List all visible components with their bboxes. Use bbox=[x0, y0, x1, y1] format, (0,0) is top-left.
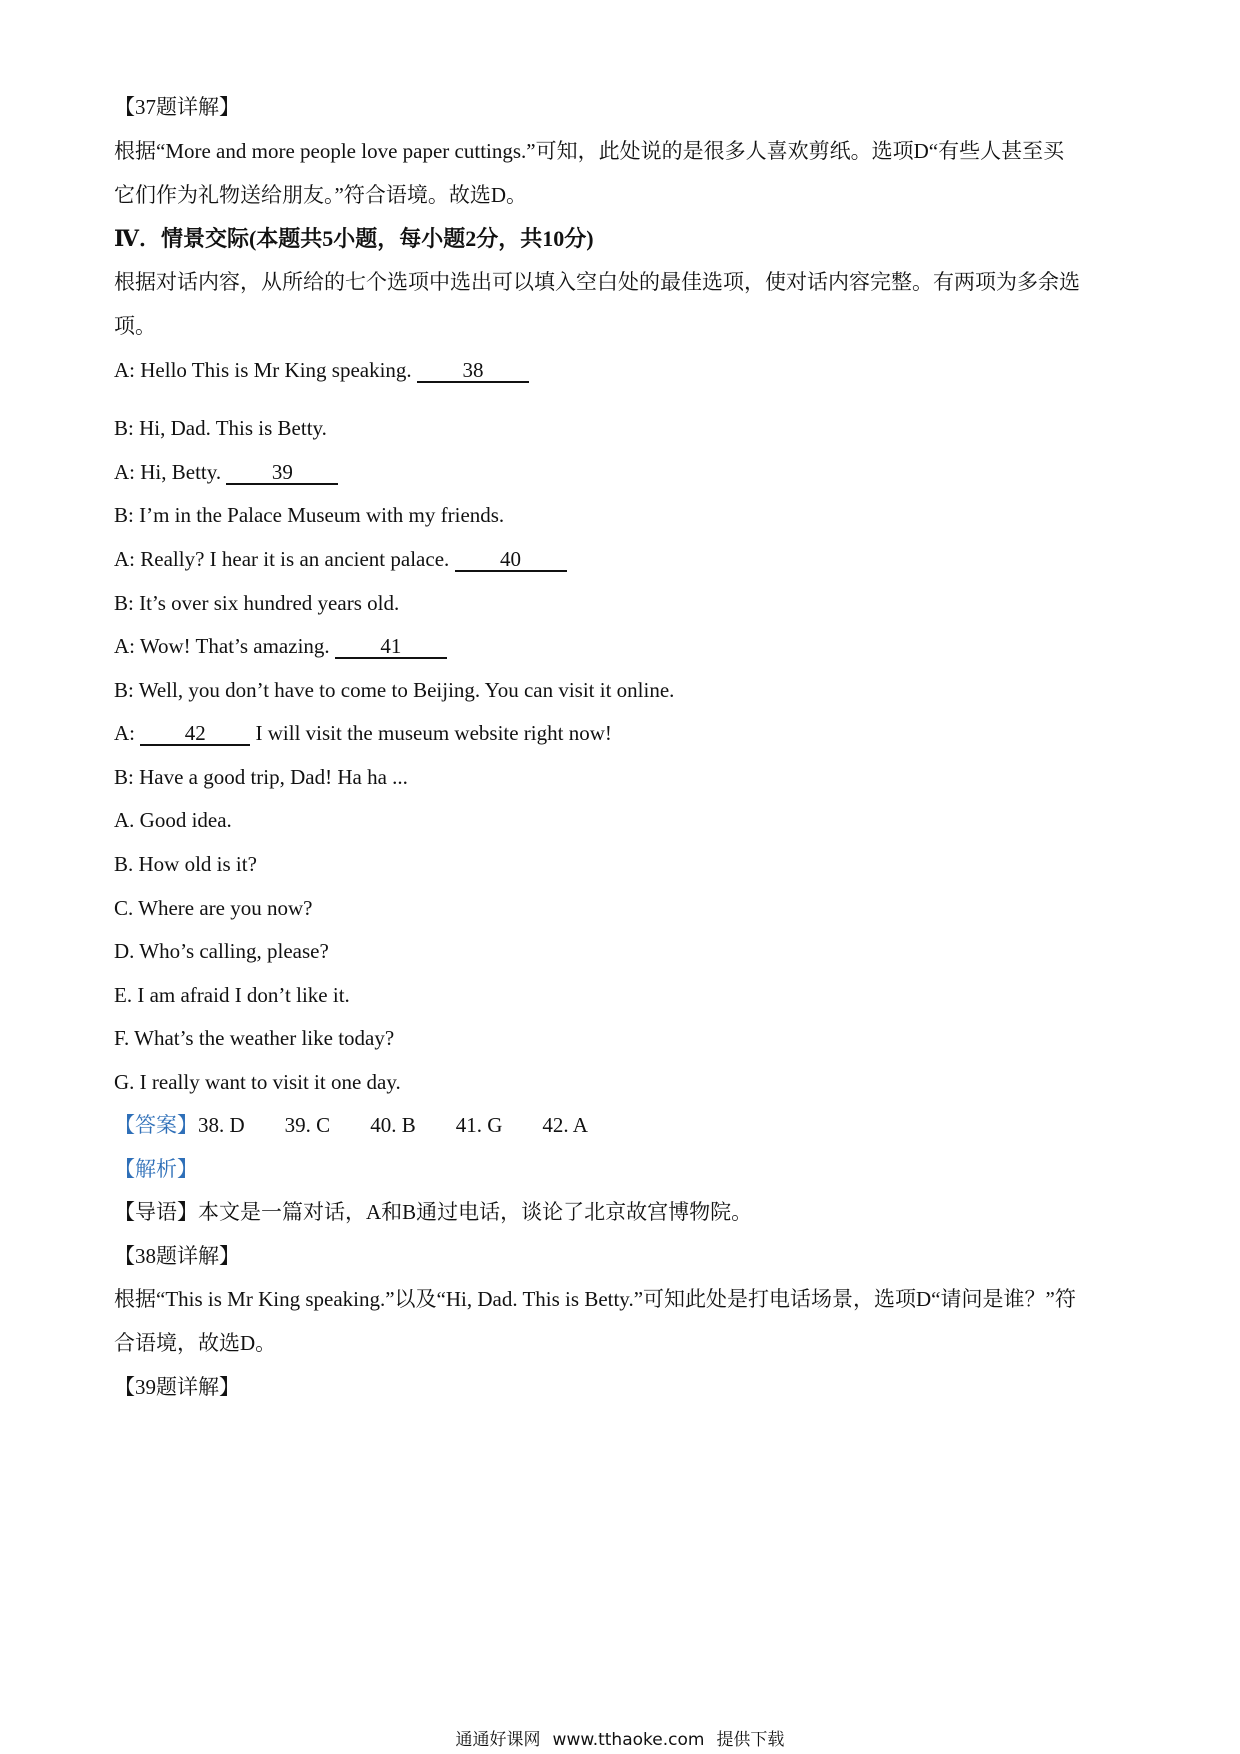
option-f: F. What’s the weather like today? bbox=[114, 1026, 395, 1050]
answer-line bbox=[114, 1112, 628, 1138]
section-instruction-line2: 项。 bbox=[114, 314, 156, 338]
option-g: G. I really want to visit it one day. bbox=[114, 1070, 401, 1094]
dialogue-text: A: Hello This is Mr King speaking. bbox=[114, 358, 417, 382]
analysis-guide: 【导语】本文是一篇对话，A和B通过电话，谈论了北京故宫博物院。 bbox=[114, 1200, 753, 1224]
dialogue-line-8: B: Well, you don’t have to come to Beijing. You can visit it online. bbox=[114, 678, 675, 702]
dialogue-line-5 bbox=[114, 546, 567, 572]
dialogue-text: A: Hi, Betty. bbox=[114, 460, 227, 484]
answer-label: 【答案】 bbox=[114, 1113, 198, 1137]
detail37-line1: 根据“More and more people love paper cuttings.”可知，此处说的是很多人喜欢剪纸。选项D“有些人甚至买 bbox=[114, 139, 1065, 163]
dialogue-text: A: bbox=[114, 721, 141, 745]
answer-item: 41. G bbox=[455, 1113, 503, 1137]
dialogue-line-6: B: It’s over six hundred years old. bbox=[114, 591, 400, 615]
blank-42: 42 bbox=[140, 722, 250, 746]
section-instruction-line1: 根据对话内容，从所给的七个选项中选出可以填入空白处的最佳选项，使对话内容完整。有两项为多余选 bbox=[114, 270, 1080, 294]
section-title: Ⅳ．情景交际(本题共5小题，每小题2分，共10分) bbox=[114, 226, 594, 251]
option-b: B. How old is it? bbox=[114, 852, 257, 876]
dialogue-text: A: Really? I hear it is an ancient palace. bbox=[114, 547, 455, 571]
answer-item: 42. A bbox=[542, 1113, 588, 1137]
detail37-heading: 【37题详解】 bbox=[114, 95, 240, 119]
blank-38: 38 bbox=[417, 359, 529, 383]
answer-item: 40. B bbox=[370, 1113, 416, 1137]
dialogue-line-1 bbox=[114, 357, 529, 383]
footer-tagline: 提供下载 bbox=[716, 1730, 785, 1750]
answer-item: 38. D bbox=[198, 1113, 245, 1137]
dialogue-text: A: Wow! That’s amazing. bbox=[114, 634, 335, 658]
dialogue-line-3 bbox=[114, 459, 338, 485]
footer-url[interactable]: www.tthaoke.com bbox=[552, 1730, 705, 1750]
dialogue-line-7 bbox=[114, 633, 447, 659]
dialogue-line-2: B: Hi, Dad. This is Betty. bbox=[114, 416, 327, 440]
page-footer bbox=[0, 1730, 1240, 1750]
option-a: A. Good idea. bbox=[114, 808, 232, 832]
detail38-heading: 【38题详解】 bbox=[114, 1244, 240, 1268]
dialogue-text: I will visit the museum website right now! bbox=[250, 721, 612, 745]
detail39-heading: 【39题详解】 bbox=[114, 1375, 240, 1399]
option-e: E. I am afraid I don’t like it. bbox=[114, 983, 350, 1007]
option-d: D. Who’s calling, please? bbox=[114, 939, 329, 963]
detail38-line2: 合语境，故选D。 bbox=[114, 1331, 277, 1355]
answer-item: 39. C bbox=[284, 1113, 331, 1137]
analysis-label: 【解析】 bbox=[114, 1157, 198, 1181]
dialogue-line-10: B: Have a good trip, Dad! Ha ha ... bbox=[114, 765, 408, 789]
option-c: C. Where are you now? bbox=[114, 896, 313, 920]
dialogue-line-9 bbox=[114, 720, 612, 746]
blank-41: 41 bbox=[335, 635, 447, 659]
blank-40: 40 bbox=[455, 548, 567, 572]
footer-site-name: 通通好课网 bbox=[455, 1730, 541, 1750]
blank-39: 39 bbox=[226, 461, 338, 485]
detail38-line1: 根据“This is Mr King speaking.”以及“Hi, Dad. This is Betty.”可知此处是打电话场景，选项D“请问是谁？”符 bbox=[114, 1287, 1076, 1311]
dialogue-line-4: B: I’m in the Palace Museum with my friends. bbox=[114, 503, 505, 527]
detail37-line2: 它们作为礼物送给朋友。”符合语境。故选D。 bbox=[114, 183, 527, 207]
